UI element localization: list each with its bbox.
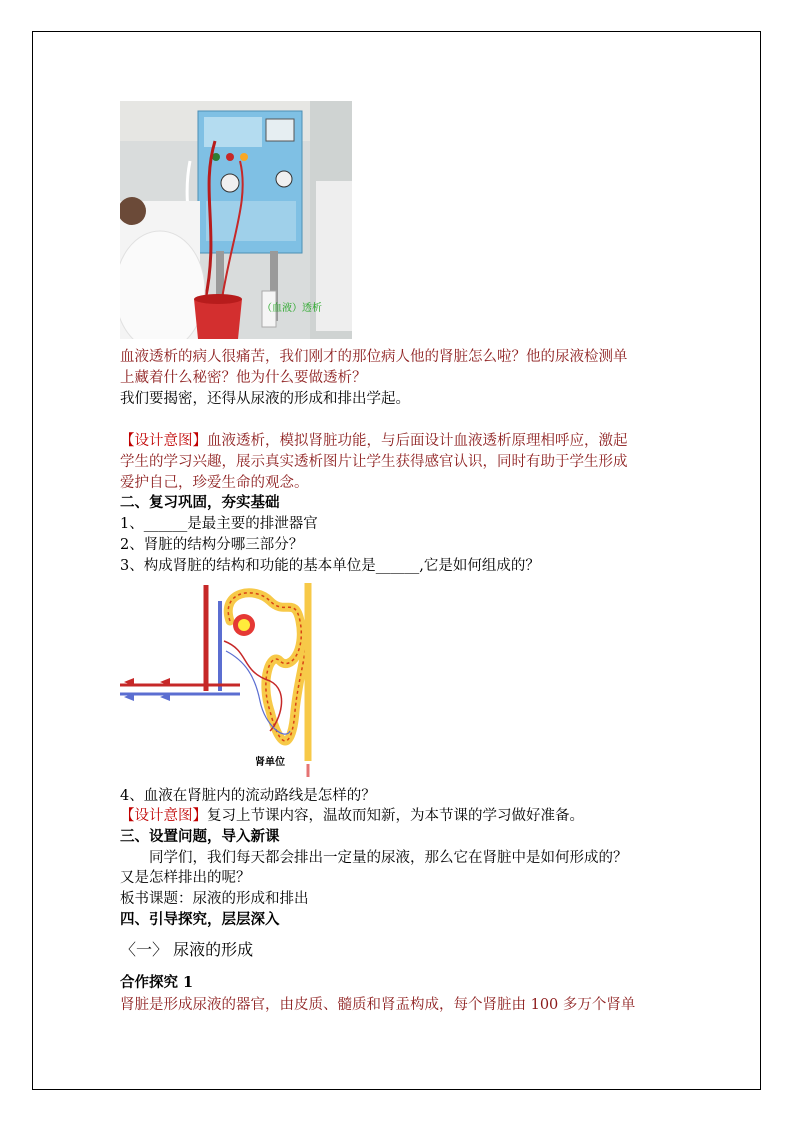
design-intent-1-line-3: 爱护自己，珍爱生命的观念。 (120, 475, 309, 491)
intro-line-1: 血液透析的病人很痛苦，我们刚才的那位病人他的肾脏怎么啦？他的尿液检测单 (120, 349, 628, 365)
section-4-text: 肾脏是形成尿液的器官，由皮质、髓质和肾盂构成，每个肾脏由 100 多万个肾单 (120, 997, 636, 1013)
section-3-title: 三、设置问题，导入新课 (120, 828, 280, 845)
section-3-line-2: 又是怎样排出的呢？ (120, 870, 251, 886)
design-intent-text: 血液透析，模拟肾脏功能，与后面设计血液透析原理相呼应，激起 (207, 433, 628, 449)
design-intent-1-line-2: 学生的学习兴趣，展示真实透析图片让学生获得感官认识，同时有助于学生形成 (120, 454, 628, 470)
design-intent-text: 复习上节课内容，温故而知新，为本节课的学习做好准备。 (207, 808, 584, 824)
section-3-line-1: 同学们，我们每天都会排出一定量的尿液，那么它在肾脏中是如何形成的？ (120, 850, 628, 866)
photo-caption: （血液）透析 (262, 303, 322, 314)
intro-line-2: 上藏着什么秘密？他为什么要做透析？ (120, 370, 367, 386)
intro-line-3: 我们要揭密，还得从尿液的形成和排出学起。 (120, 391, 410, 407)
section-3-line-3: 板书课题：尿液的形成和排出 (120, 891, 309, 907)
design-intent-tag: 【设计意图】 (120, 433, 207, 449)
section-4-title: 四、引导探究，层层深入 (120, 911, 280, 928)
cooperative-inquiry-title: 合作探究 1 (120, 974, 194, 991)
section-2-title: 二、复习巩固，夯实基础 (120, 494, 280, 511)
question-2: 2、肾脏的结构分哪三部分？ (120, 537, 304, 553)
design-intent-tag: 【设计意图】 (120, 808, 207, 824)
nephron-diagram (120, 581, 330, 781)
nephron-label: 肾单位 (255, 757, 285, 768)
dialysis-photo (120, 101, 352, 339)
question-4: 4、血液在肾脏内的流动路线是怎样的？ (120, 788, 376, 804)
section-4-subtitle: 〈一〉 尿液的形成 (120, 940, 254, 959)
design-intent-2 (120, 806, 584, 826)
design-intent-1-line-1 (120, 431, 628, 451)
question-3: 3、构成肾脏的结构和功能的基本单位是______,它是如何组成的？ (120, 558, 540, 574)
question-1: 1、______是最主要的排泄器官 (120, 516, 318, 532)
